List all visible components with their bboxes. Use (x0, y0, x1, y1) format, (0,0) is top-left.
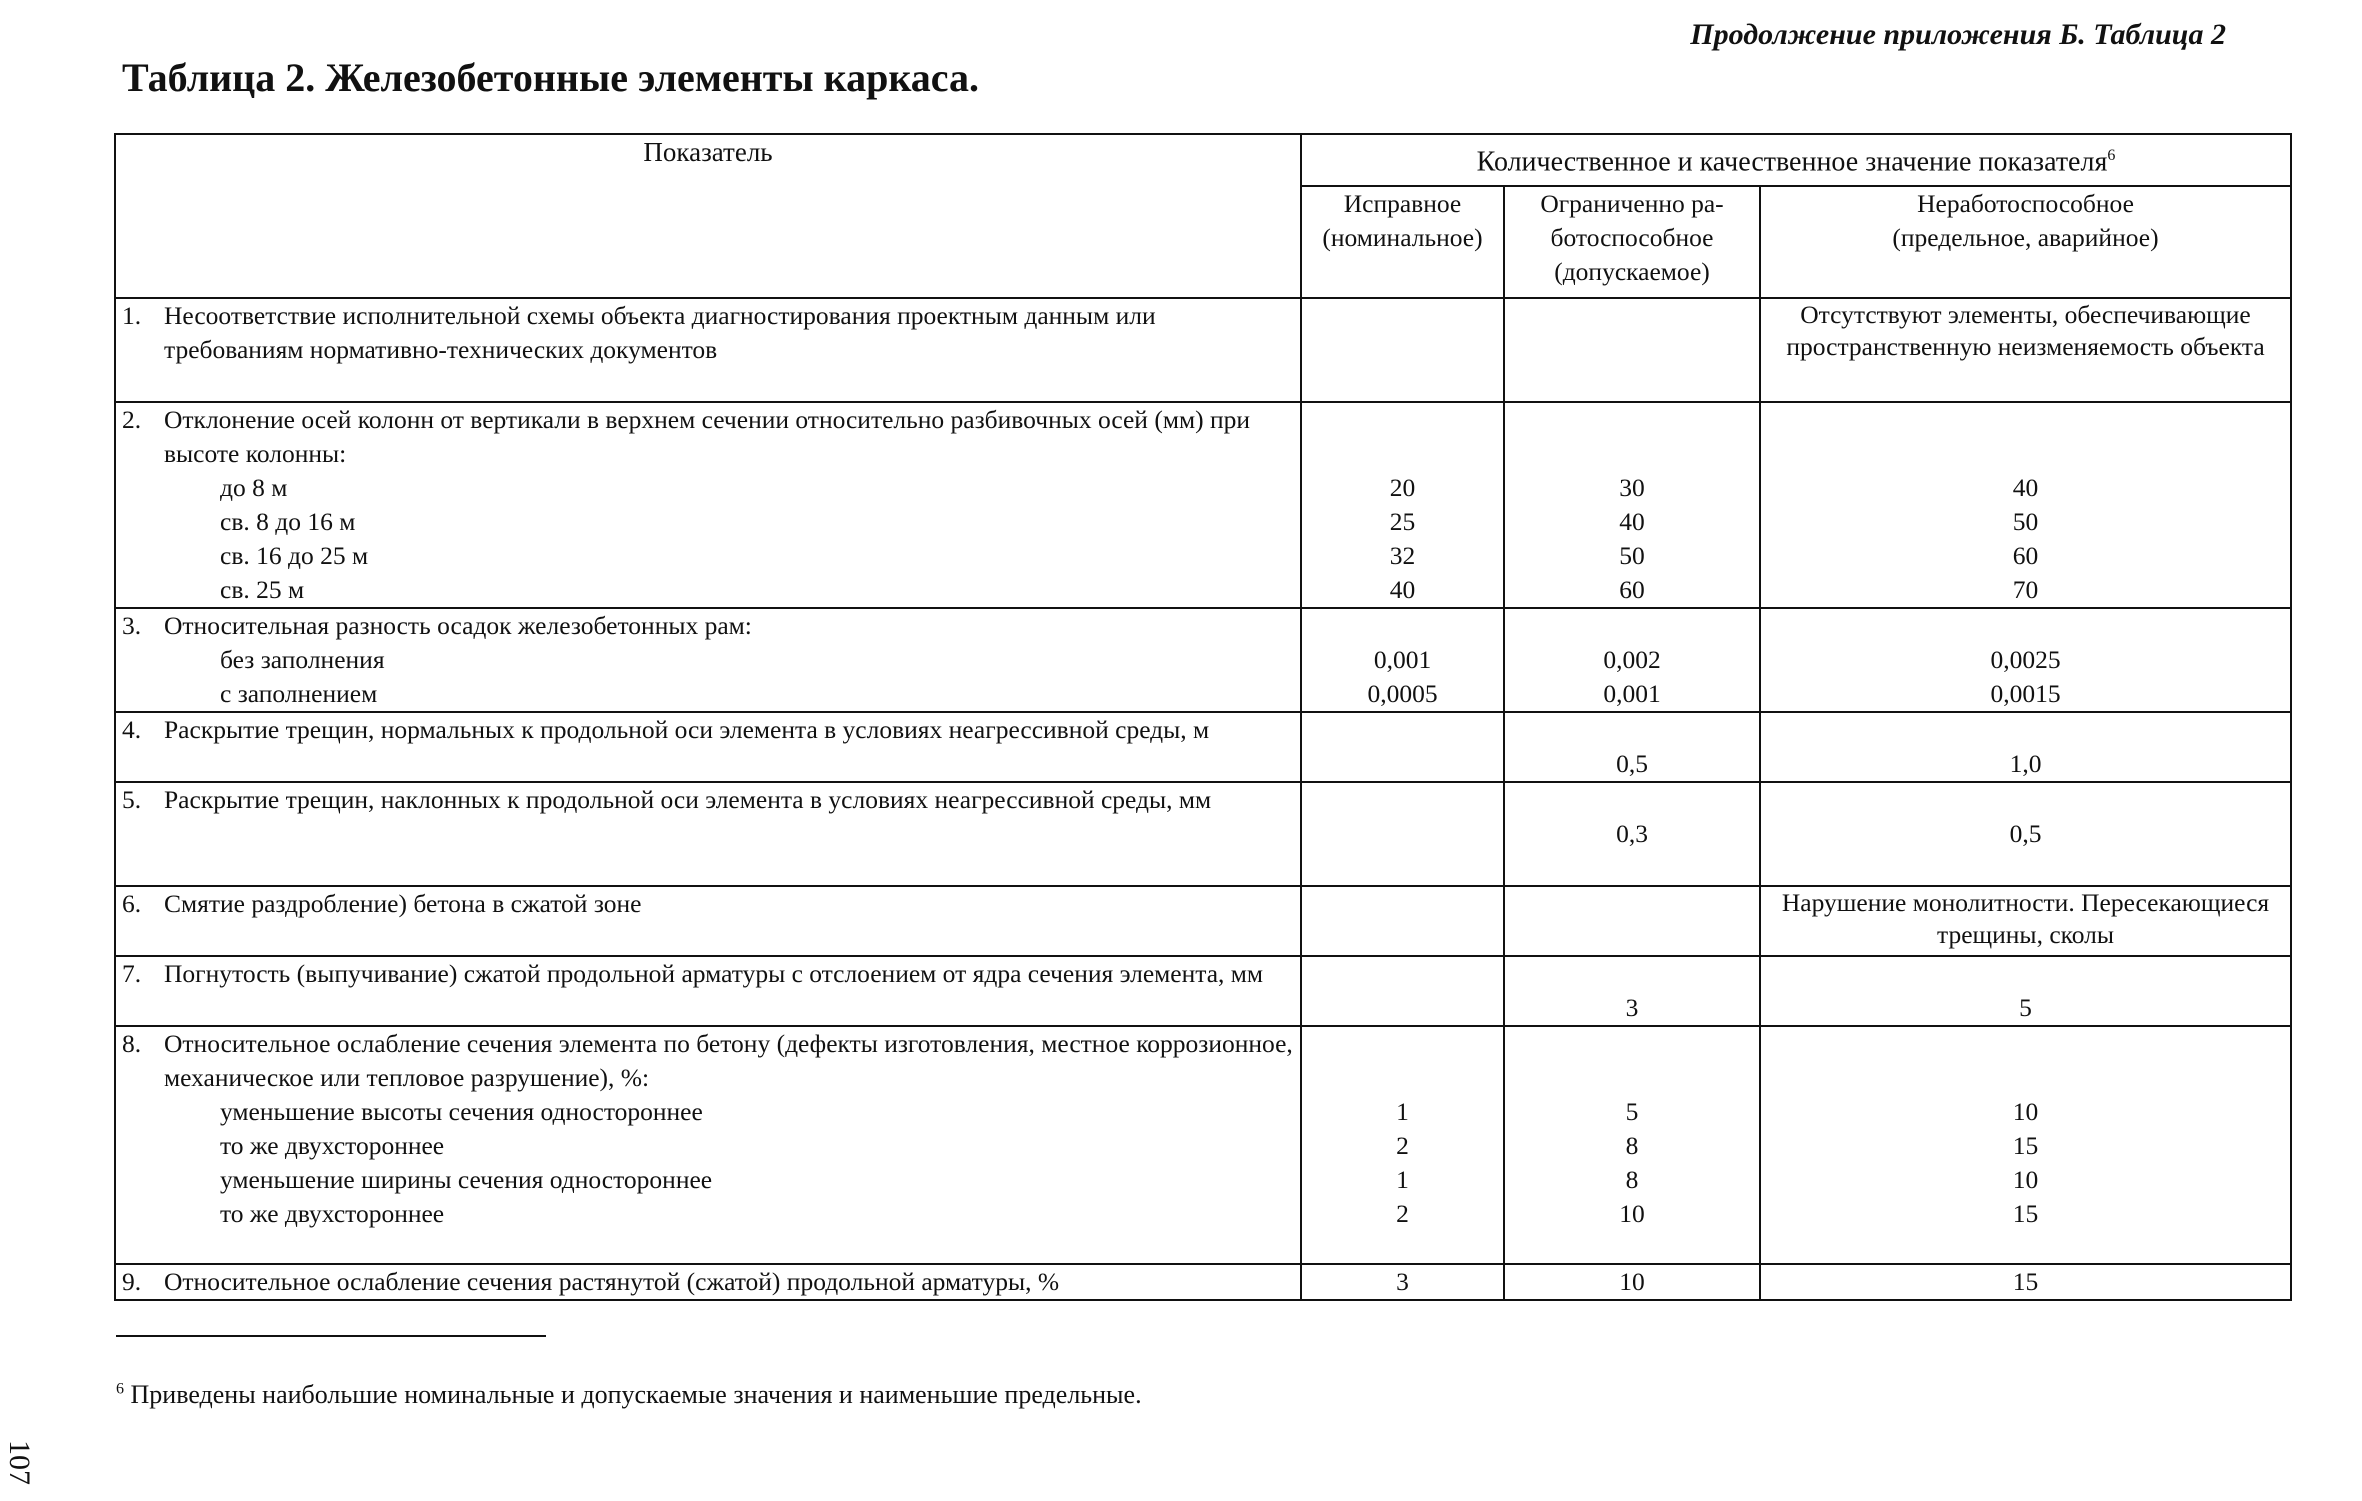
footnote-text: Приведены наибольшие номинальные и допускаемые значения и наименьшие предельные. (130, 1380, 1142, 1409)
table-row (115, 1264, 2291, 1300)
table-row (115, 608, 2291, 712)
cell-serviceable: 1 2 1 2 (1301, 1026, 1504, 1264)
sub-item: уменьшение ширины сечения одностороннее (220, 1165, 713, 1194)
table-title: Таблица 2. Железобетонные элементы каркаса. (122, 55, 980, 100)
table-row (115, 782, 2291, 886)
sub-item: с заполнением (220, 679, 378, 708)
row-description: 4. Раскрытие трещин, нормальных к продольной оси элемента в условиях неагрессивной среды, м (115, 712, 1301, 782)
continuation-note: Продолжение приложения Б. Таблица 2 (1690, 18, 2226, 51)
cell-inoperable: Нарушение монолитности. Пересекающиеся трещины, сколы (1760, 886, 2291, 956)
table-row (115, 956, 2291, 1026)
cell-inoperable: Отсутствуют элементы, обеспечивающие пространственную неизменяемость объекта (1760, 298, 2291, 402)
sub-item: то же двухстороннее (220, 1199, 445, 1228)
cell-inoperable: 40 50 60 70 (1760, 402, 2291, 608)
footnote (116, 1380, 1142, 1410)
cell-limited: 5 8 8 10 (1504, 1026, 1760, 1264)
footnote-divider (116, 1335, 546, 1337)
row-description: 2. Отклонение осей колонн от вертикали в верхнем сечении относительно разбивочных осей (мм) при высоте колонны: до 8 м св. 8 до 16 м св. 16 до 25 м св. 25 м (115, 402, 1301, 608)
cell-limited: 3 (1504, 956, 1760, 1026)
row-description: 8. Относительное ослабление сечения элемента по бетону (дефекты изготовления, местное коррозионное, механическое или тепловое разрушение), %: уменьшение высоты сечения одностороннее то же двухстороннее уменьшение ширины сечения одностороннее то же двухстороннее (115, 1026, 1301, 1264)
header-footnote-mark: 6 (2107, 147, 2116, 164)
header-serviceable: Исправное (номинальное) (1301, 186, 1504, 298)
footnote-mark: 6 (116, 1380, 124, 1398)
cell-limited: 0,3 (1504, 782, 1760, 886)
sub-item: св. 16 до 25 м (220, 541, 369, 570)
cell-limited: 10 (1504, 1264, 1760, 1300)
page-number: 107 (3, 1440, 36, 1485)
cell-limited (1504, 886, 1760, 956)
cell-serviceable (1301, 782, 1504, 886)
sub-item: без заполнения (220, 645, 385, 674)
sub-item: до 8 м (220, 473, 288, 502)
table-row (115, 886, 2291, 956)
cell-inoperable: 1,0 (1760, 712, 2291, 782)
header-limited: Ограниченно ра- ботоспособное (допускаемое) (1504, 186, 1760, 298)
row-description: 7. Погнутость (выпучивание) сжатой продольной арматуры с отслоением от ядра сечения элемента, мм (115, 956, 1301, 1026)
cell-inoperable: 10 15 10 15 (1760, 1026, 2291, 1264)
table-row (115, 402, 2291, 608)
cell-inoperable: 0,0025 0,0015 (1760, 608, 2291, 712)
row-description: 6. Смятие раздробление) бетона в сжатой зоне (115, 886, 1301, 956)
sub-item: св. 8 до 16 м (220, 507, 356, 536)
row-description: 1. Несоответствие исполнительной схемы объекта диагностирования проектным данным или требованиям нормативно-технических документов (115, 298, 1301, 402)
cell-serviceable (1301, 886, 1504, 956)
cell-inoperable: 5 (1760, 956, 2291, 1026)
cell-limited: 0,002 0,001 (1504, 608, 1760, 712)
table-row (115, 298, 2291, 402)
sub-item: уменьшение высоты сечения одностороннее (220, 1097, 703, 1126)
cell-serviceable: 3 (1301, 1264, 1504, 1300)
cell-serviceable: 0,001 0,0005 (1301, 608, 1504, 712)
cell-serviceable: 20 25 32 40 (1301, 402, 1504, 608)
frame-elements-table (114, 133, 2292, 1301)
cell-serviceable (1301, 956, 1504, 1026)
row-description: 9. Относительное ослабление сечения растянутой (сжатой) продольной арматуры, % (115, 1264, 1301, 1300)
table-row (115, 712, 2291, 782)
row-description: 3. Относительная разность осадок железобетонных рам: без заполнения с заполнением (115, 608, 1301, 712)
cell-serviceable (1301, 298, 1504, 402)
header-value-group: Количественное и качественное значение показателя$^6$ (1301, 134, 2291, 186)
header-inoperable: Неработоспособное (предельное, аварийное) (1760, 186, 2291, 298)
header-indicator: Показатель (115, 134, 1301, 298)
row-description: 5. Раскрытие трещин, наклонных к продольной оси элемента в условиях неагрессивной среды, мм (115, 782, 1301, 886)
cell-limited: 30 40 50 60 (1504, 402, 1760, 608)
sub-item: св. 25 м (220, 575, 305, 604)
cell-limited (1504, 298, 1760, 402)
cell-serviceable (1301, 712, 1504, 782)
cell-limited: 0,5 (1504, 712, 1760, 782)
cell-inoperable: 0,5 (1760, 782, 2291, 886)
sub-item: то же двухстороннее (220, 1131, 445, 1160)
table-row (115, 1026, 2291, 1264)
cell-inoperable: 15 (1760, 1264, 2291, 1300)
